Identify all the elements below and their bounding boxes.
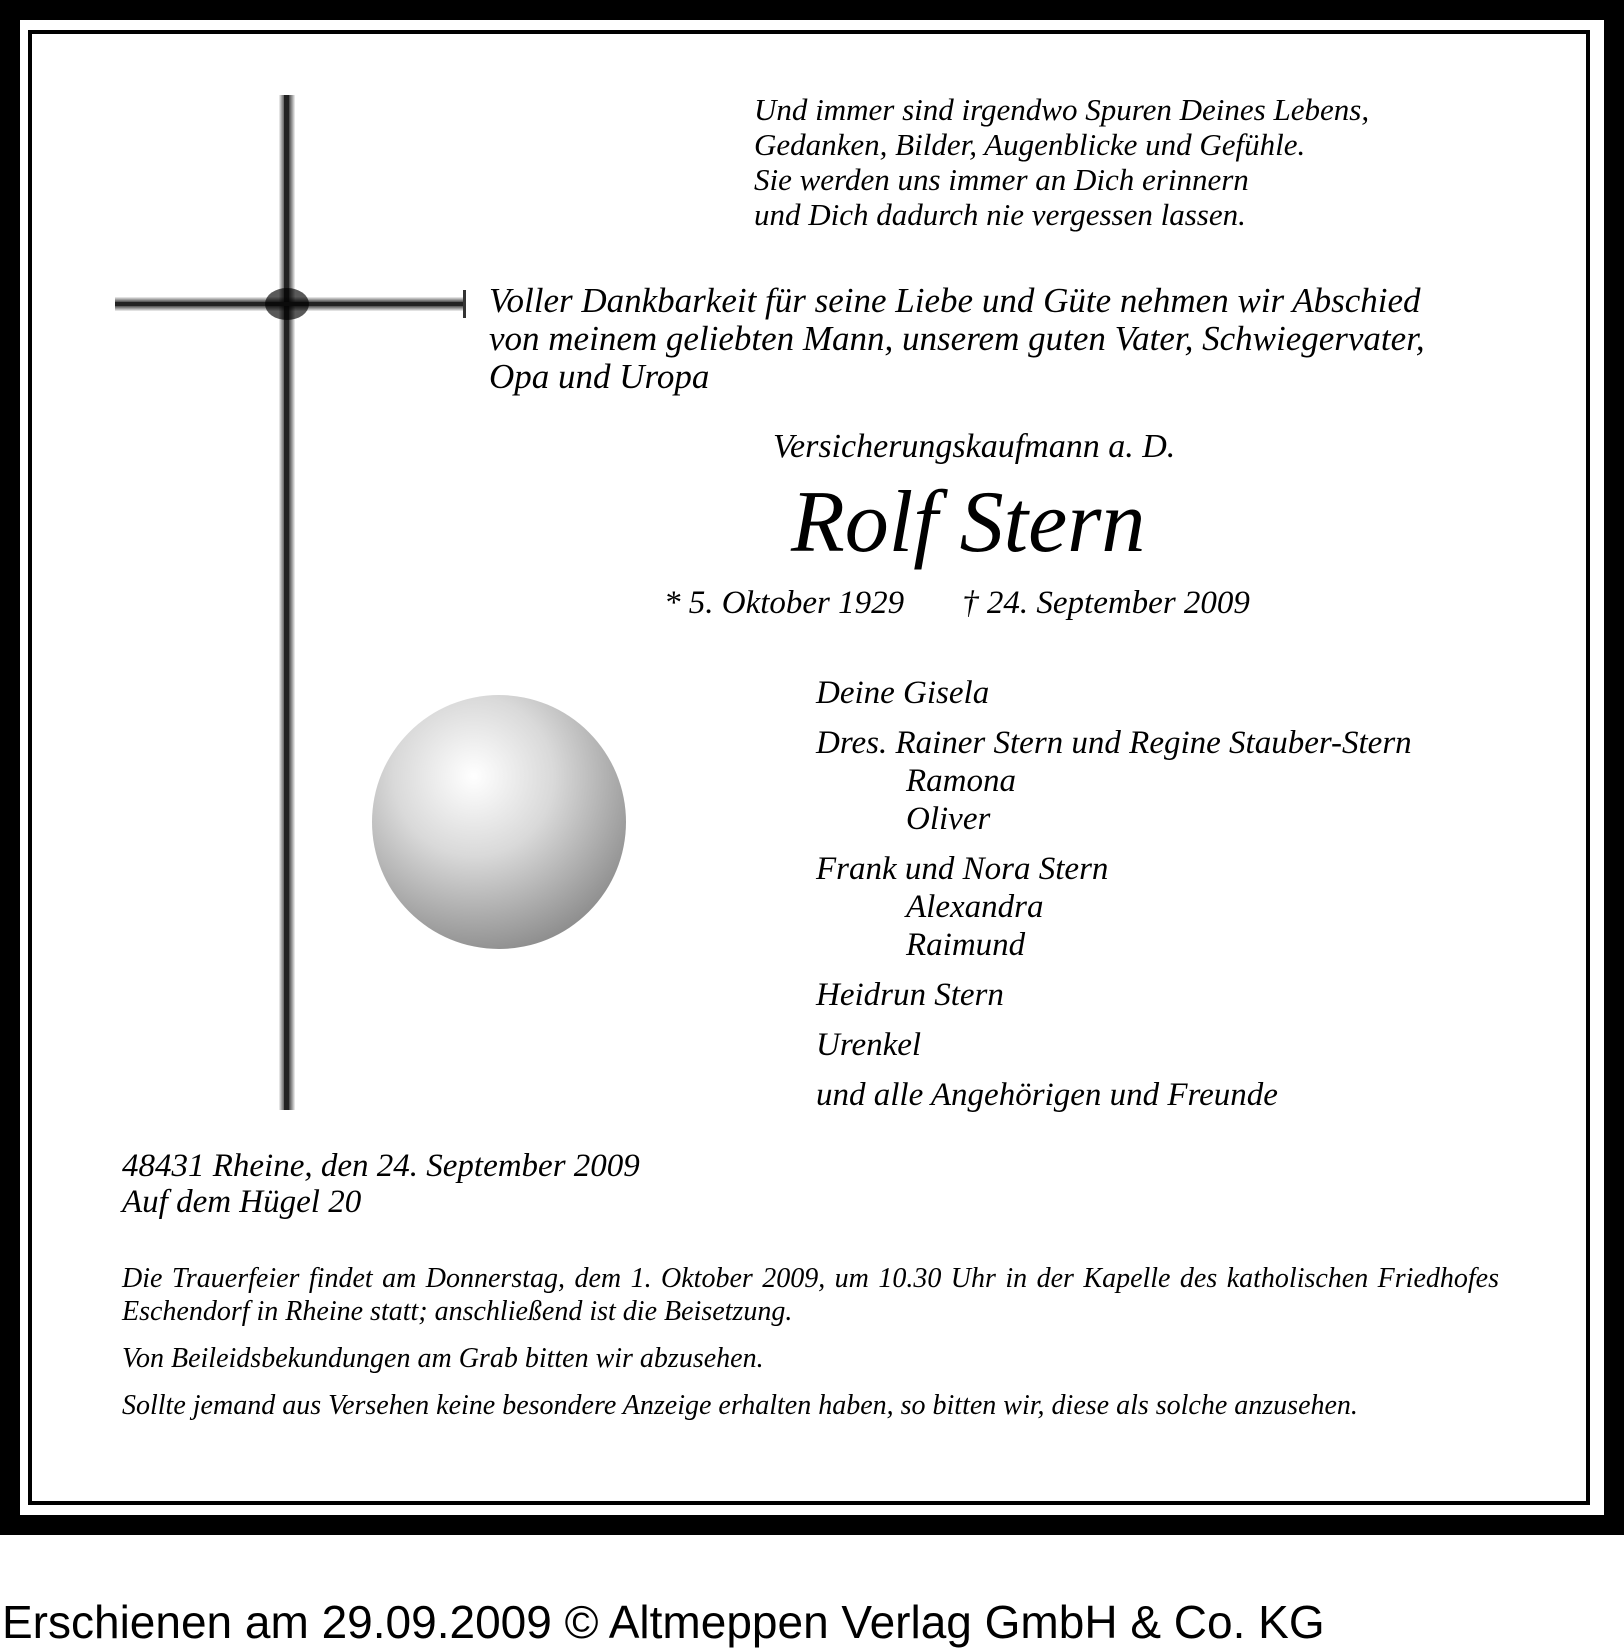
funeral-note: Die Trauerfeier findet am Donnerstag, dem 1. Oktober 2009, um 10.30 Uhr in der Kapelle des katholischen Friedhofes Eschendorf in Rheine statt; anschließend ist die Beisetzung. [122, 1263, 1499, 1327]
grandchild: Oliver [906, 801, 991, 837]
deceased-name: Rolf Stern [791, 474, 1146, 571]
mourner: Heidrun Stern [816, 977, 1004, 1013]
mourner-group [816, 850, 1412, 964]
mourner: Deine Gisela [816, 675, 990, 711]
condolence-note: Von Beileidsbekundungen am Grab bitten wir abzusehen. [122, 1343, 764, 1374]
intro-line: von meinem geliebten Mann, unserem guten Vater, Schwiegervater, [489, 319, 1425, 358]
cross-icon [115, 95, 466, 1110]
sphere-icon [372, 695, 626, 949]
mourner: Frank und Nora Stern [816, 851, 1109, 887]
mourner: Urenkel [816, 1027, 922, 1063]
mourners-list [816, 674, 1412, 1126]
birth-date: * 5. Oktober 1929 [664, 585, 905, 621]
intro-line: Voller Dankbarkeit für seine Liebe und Güte nehmen wir Abschied [489, 281, 1421, 320]
notes [122, 1262, 1499, 1436]
mourner: und alle Angehörigen und Freunde [816, 1077, 1278, 1113]
intro-text [489, 282, 1425, 396]
death-date: † 24. September 2009 [962, 585, 1250, 621]
intro-line: Opa und Uropa [489, 357, 710, 396]
publication-footer: Erschienen am 29.09.2009 © Altmeppen Verlag GmbH & Co. KG [2, 1596, 1325, 1648]
poem-line: Sie werden uns immer an Dich erinnern [754, 162, 1249, 197]
poem-line: und Dich dadurch nie vergessen lassen. [754, 197, 1246, 232]
notice-note: Sollte jemand aus Versehen keine besondere Anzeige erhalten haben, so bitten wir, diese als solche anzusehen. [122, 1390, 1358, 1421]
occupation: Versicherungskaufmann a. D. [773, 428, 1176, 465]
grandchild: Ramona [906, 763, 1016, 799]
life-dates [664, 585, 1250, 622]
mourner: Dres. Rainer Stern und Regine Stauber-Stern [816, 725, 1412, 761]
poem-line: Und immer sind irgendwo Spuren Deines Lebens, [754, 92, 1370, 127]
address-line: Auf dem Hügel 20 [122, 1184, 362, 1220]
address [122, 1148, 640, 1220]
grandchild: Raimund [906, 927, 1026, 963]
mourner-group [816, 724, 1412, 838]
grandchild: Alexandra [906, 889, 1044, 925]
poem [754, 92, 1369, 232]
address-line: 48431 Rheine, den 24. September 2009 [122, 1148, 640, 1184]
poem-line: Gedanken, Bilder, Augenblicke und Gefühle. [754, 127, 1306, 162]
